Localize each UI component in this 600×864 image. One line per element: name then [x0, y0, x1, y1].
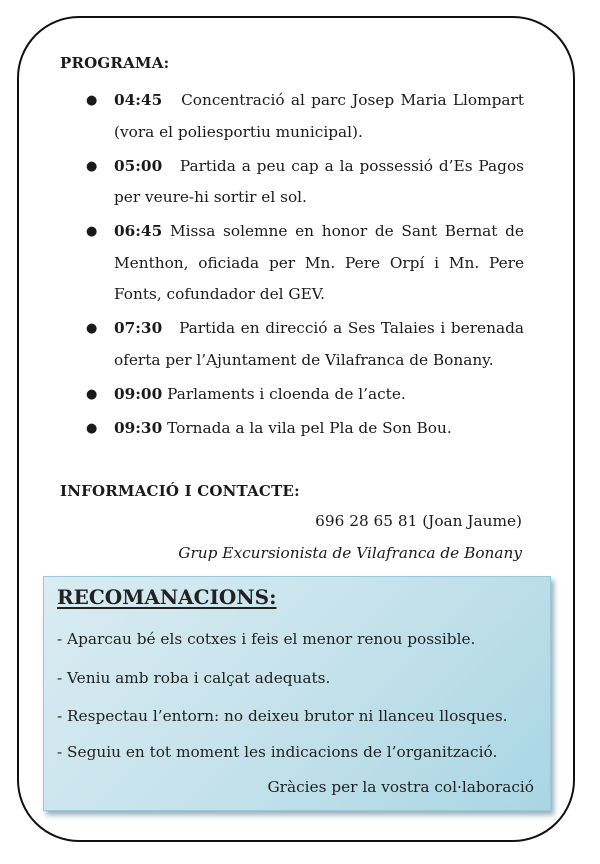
programa-item — [86, 151, 524, 214]
programa-item-text: Concentració al parc Josep Maria Llompart (vora el poliesportiu municipal). — [114, 91, 524, 141]
programa-item-time: 05:00 — [114, 156, 163, 175]
programa-item — [86, 216, 524, 311]
contact-phone: 696 28 65 81 (Joan Jaume) — [315, 512, 522, 530]
programa-item-text: Tornada a la vila pel Pla de Son Bou. — [167, 418, 452, 437]
programa-list — [86, 85, 524, 447]
programa-item-text: Missa solemne en honor de Sant Bernat de Menthon, oficiada per Mn. Pere Orpí i Mn. Pere Fonts, cofundador del GEV. — [114, 222, 524, 303]
programa-item — [86, 379, 524, 411]
recommendation-line: - Aparcau bé els cotxes i feis el menor renou possible. — [57, 630, 476, 648]
programa-item-time: 04:45 — [114, 91, 163, 109]
programa-item-text: Parlaments i cloenda de l’acte. — [167, 384, 406, 403]
thanks-note: Gràcies per la vostra col·laboració — [267, 778, 534, 796]
programa-item-text: Partida en direcció a Ses Talaies i berenada oferta per l’Ajuntament de Vilafranca de Bonany. — [114, 319, 524, 369]
recommendations-heading-colon: : — [269, 585, 277, 609]
recommendations-heading — [57, 585, 276, 609]
programa-item — [86, 313, 524, 376]
programa-heading: PROGRAMA: — [60, 54, 170, 72]
programa-item — [86, 413, 524, 445]
bullet-icon: ● — [86, 93, 98, 108]
recommendations-box — [43, 576, 551, 811]
bullet-icon: ● — [86, 321, 98, 336]
recommendation-line: - Respectau l’entorn: no deixeu brutor ni llanceu llosques. — [57, 707, 508, 725]
recommendation-line: - Seguiu en tot moment les indicacions de l’organització. — [57, 743, 498, 761]
programa-item-text: Partida a peu cap a la possessió d’Es Pagos per veure-hi sortir el sol. — [114, 156, 524, 206]
organization-name: Grup Excursionista de Vilafranca de Bonany — [178, 544, 522, 562]
programa-item-time: 06:45 — [114, 222, 163, 240]
info-heading: INFORMACIÓ I CONTACTE: — [60, 482, 300, 500]
recommendations-heading-text: RECOMANACIONS — [57, 585, 270, 609]
programa-item — [86, 85, 524, 148]
bullet-icon: ● — [86, 420, 98, 436]
bullet-icon: ● — [86, 224, 98, 239]
programa-item-time: 09:00 — [114, 384, 163, 403]
programa-item-time: 07:30 — [114, 319, 163, 337]
programa-item-time: 09:30 — [114, 418, 163, 437]
bullet-icon: ● — [86, 386, 98, 402]
recommendation-line: - Veniu amb roba i calçat adequats. — [57, 669, 331, 687]
bullet-icon: ● — [86, 158, 98, 174]
